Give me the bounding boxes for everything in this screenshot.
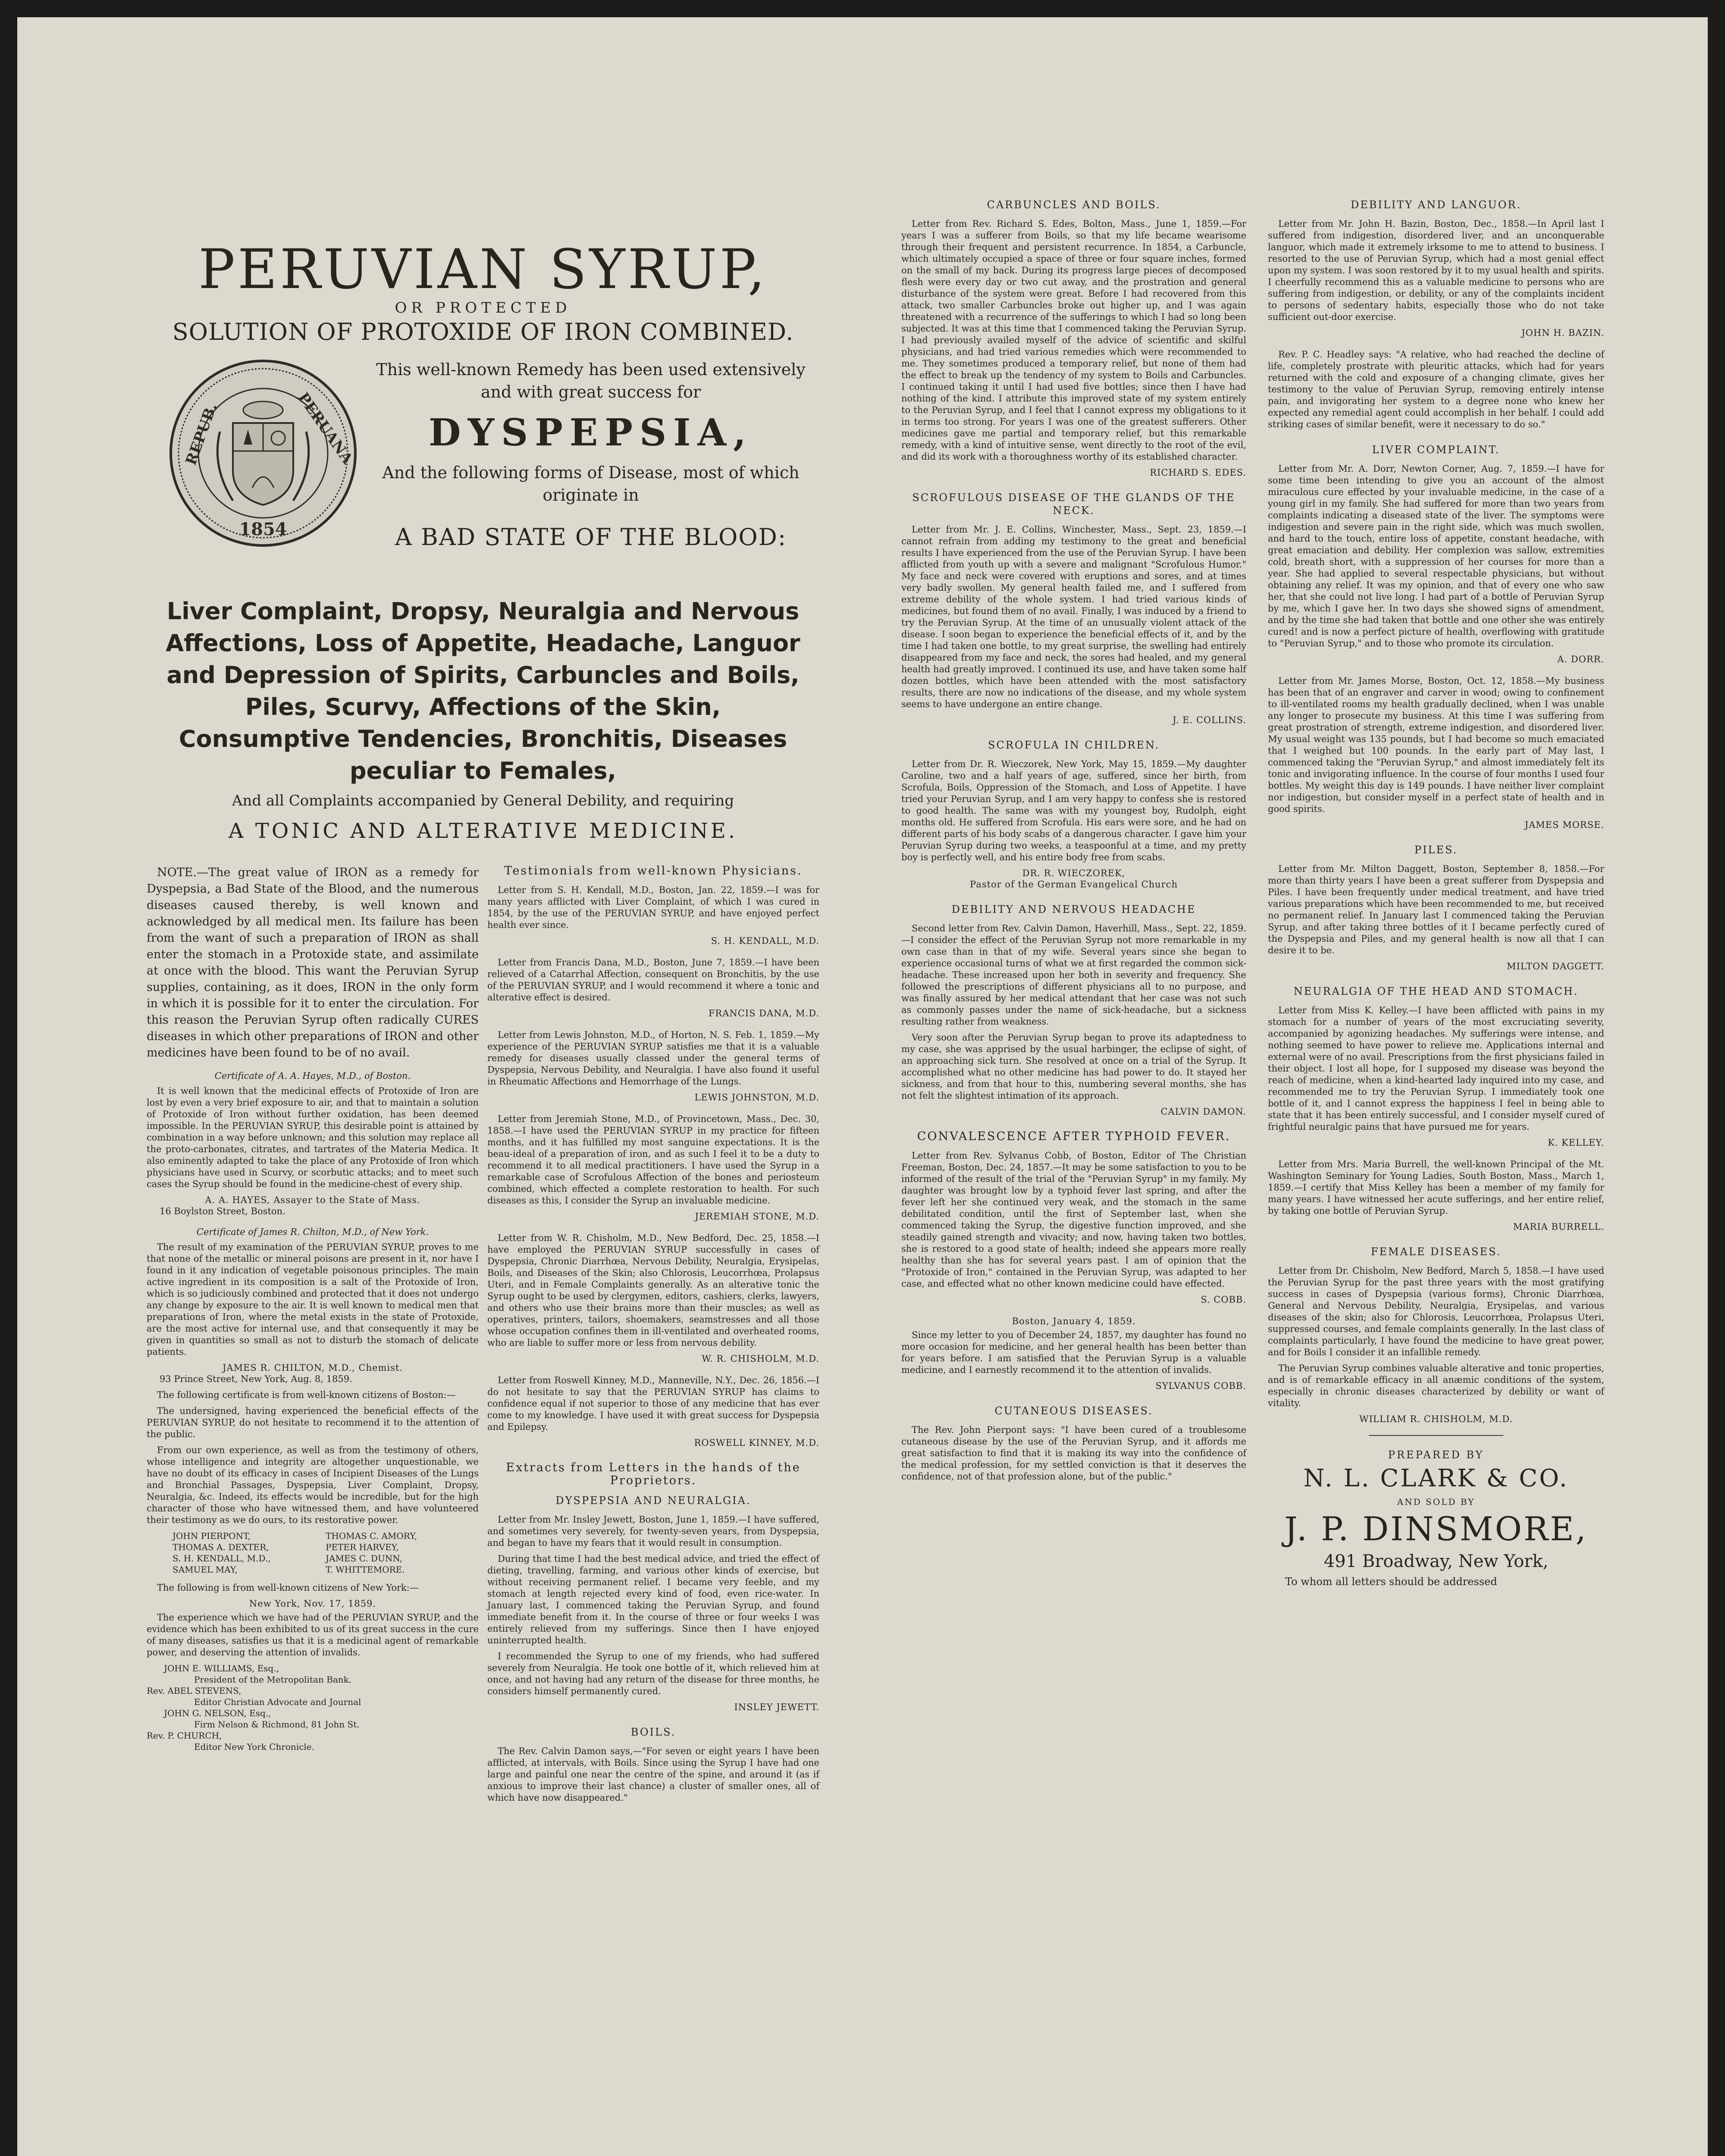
female-diseases-heading: FEMALE DISEASES. xyxy=(1371,1246,1502,1258)
daggett-signature: MILTON DAGGETT. xyxy=(1506,961,1604,971)
chisholm-female-signature: WILLIAM R. CHISHOLM, M.D. xyxy=(1359,1414,1513,1424)
stone-letter: Letter from Jeremiah Stone, M.D., of Provincetown, Mass., Dec. 30, 1858.—I have used the PERUVIAN SYRUP in my practice for fifteen months, and it has fulfilled my most sanguine expectations. It is the beau-ideal of a preparation of iron, and as such I feel it to be a duty to recommend it to all medical practitioners. I have used the Syrup in a remarkable case of Scrofulous Affection of the bones and periosteum combined, which effected a complete restoration to health. For such diseases as this, I consider the Syrup an invaluable medicine. xyxy=(487,1114,819,1206)
signatory: T. WHITTEMORE. xyxy=(326,1564,405,1575)
cobb-letter: Letter from Rev. Sylvanus Cobb, of Boston, Editor of The Christian Freeman, Boston, Dec. 24, 1857.—It may be some satisfaction to you to be informed of the result of the trial of the "Peruvian Syrup" in my family. My daughter was brought low by a typhoid fever last spring, and after the fever left her she continued very weak, and the stomach in the same debilitated condition, until the first of September last, when she commenced taking the Syrup, the digestive function improved, and she steadily gained strength and vivacity; and now, having taken two bottles, she is restored to a good state of health; indeed she appears more really healthy than she has for several years past. I am of opinion that the "Protoxide of Iron," contained in the Peruvian Syrup, was adapted to her case, and effected what no other known medicine could have effected. xyxy=(901,1150,1246,1289)
title-block-text xyxy=(362,358,819,551)
column-1 xyxy=(147,865,479,1752)
dorr-signature: A. DORR. xyxy=(1557,654,1604,664)
extracts-heading: Extracts from Letters in the hands of the Proprietors. xyxy=(506,1461,801,1487)
debility-headache-heading: DEBILITY AND NERVOUS HEADACHE xyxy=(951,903,1196,915)
subtitle-solution: SOLUTION OF PROTOXIDE OF IRON COMBINED. xyxy=(172,318,794,345)
wieczorek-letter: Letter from Dr. R. Wieczorek, New York, May 15, 1859.—My daughter Caroline, two and a half years of age, suffered, since her birth, from Scrofula, Boils, Oppression of the Stomach, and Loss of Appetite. I have tried your Peruvian Syrup, and I am very happy to confess she is restored to good health. The same was with my youngest boy, Rudolph, eight months old. He suffered from Scrofula. His ears were sore, and he had on different parts of his body scabs of a dangerous character. I gave him your Peruvian Syrup during two weeks, a teaspoonful at a time, and my pretty boy is perfectly well, and his entire body free from scabs. xyxy=(901,759,1246,862)
clark-company: N. L. CLARK & CO. xyxy=(1303,1464,1569,1492)
boils-heading: BOILS. xyxy=(630,1726,676,1738)
new-york-date: New York, Nov. 17, 1859. xyxy=(249,1598,376,1609)
signatory-title: Firm Nelson & Richmond, 81 John St. xyxy=(194,1719,360,1730)
boston-intro: The following certificate is from well-known citizens of Boston:— xyxy=(157,1390,456,1400)
testimonials-heading: Testimonials from well-known Physicians. xyxy=(504,864,803,877)
remedy-intro: This well-known Remedy has been used extensively and with great success for xyxy=(376,360,806,401)
broadside-page xyxy=(147,198,1604,2156)
neuralgia-heading: NEURALGIA OF THE HEAD AND STOMACH. xyxy=(1293,985,1579,997)
damon-letter-1: Second letter from Rev. Calvin Damon, Haverhill, Mass., Sept. 22, 1859.—I consider the effect of the Peruvian Syrup not more remarkable in my own case than in that of my wife. Several years since she began to experience occasional turns of what we at first regarded the common sick-headache. These increased upon her both in severity and frequency. She followed the prescriptions of different physicians all to no purpose, and was finally assured by her medical attendant that her case was not such as commonly passes under the name of sick-headache, but a sickness resulting rather from weakness. xyxy=(901,923,1246,1027)
chilton-certificate-title: Certificate of James R. Chilton, M.D., of New York. xyxy=(196,1227,429,1237)
stone-signature: JEREMIAH STONE, M.D. xyxy=(695,1211,819,1222)
collins-signature: J. E. COLLINS. xyxy=(1173,715,1246,725)
signatory: Rev. ABEL STEVENS, xyxy=(147,1686,242,1696)
general-debility-line: And all Complaints accompanied by General Debility, and requiring xyxy=(232,792,734,809)
piles-heading: PILES. xyxy=(1414,844,1458,856)
dana-signature: FRANCIS DANA, M.D. xyxy=(708,1008,819,1018)
carbuncles-heading: CARBUNCLES AND BOILS. xyxy=(987,199,1161,211)
signatory: JOHN G. NELSON, Esq., xyxy=(164,1708,271,1718)
cobb-signature-2: SYLVANUS COBB. xyxy=(1155,1381,1246,1391)
coin-legend-left: REPUB. xyxy=(182,401,221,468)
subtitle-protected: OR PROTECTED xyxy=(395,299,571,317)
new-york-intro: The following is from well-known citizens of New York:— xyxy=(157,1583,419,1593)
burrell-letter: Letter from Mrs. Maria Burrell, the well-known Principal of the Mt. Washington Seminary for Young Ladies, South Boston, Mass., March 1, 1859.—I certify that Miss Kelley has been a member of my family for many years. I have witnessed her acute sufferings, and her entire relief, by taking one bottle of Peruvian Syrup. xyxy=(1268,1159,1604,1216)
sold-by: AND SOLD BY xyxy=(1397,1497,1475,1507)
signatory: JOHN E. WILLIAMS, Esq., xyxy=(164,1663,279,1673)
scrofulous-heading: SCROFULOUS DISEASE OF THE GLANDS OF THE NECK. xyxy=(912,492,1236,517)
signatory: PETER HARVEY, xyxy=(326,1542,399,1552)
letters-addressed: To whom all letters should be addressed xyxy=(1285,1576,1497,1588)
cobb-date: Boston, January 4, 1859. xyxy=(1012,1316,1136,1326)
johnston-signature: LEWIS JOHNSTON, M.D. xyxy=(694,1092,819,1103)
chilton-certificate-body: The result of my examination of the PERUVIAN SYRUP, proves to me that none of the metallic or mineral poisons are present in it, nor have I found in it any indication of vegetable poisonous principles. The main active ingredient in its composition is a salt of the Protoxide of Iron, which is so judiciously combined and protected that it does not undergo any change by exposure to the air. It is well known to medical men that preparations of Iron, where the metal exists in the state of Protoxide, are the most active for internal use, and that consequently it may be given in quantities so small as not to disturb the stomach of delicate patients. xyxy=(147,1242,479,1357)
hayes-certificate-title: Certificate of A. A. Hayes, M.D., of Boston. xyxy=(214,1071,411,1081)
dinsmore-address: 491 Broadway, New York, xyxy=(1324,1551,1549,1571)
chisholm-signature: W. R. CHISHOLM, M.D. xyxy=(702,1354,819,1364)
note-paragraph: NOTE.—The great value of IRON as a remedy for Dyspepsia, a Bad State of the Blood, and the numerous diseases caused thereby, is well known and acknowledged by all medical men. Its failure has been from the want of such a preparation of IRON as shall enter the stomach in a Protoxide state, and assimilate at once with the blood. This want the Peruvian Syrup supplies, containing, as it does, IRON in the only form in which it is possible for it to enter the circulation. For this reason the Peruvian Syrup often radically CURES diseases in which other preparations of IRON and other medicines have been found to be of no avail. xyxy=(147,866,479,1059)
tonic-heading: A TONIC AND ALTERATIVE MEDICINE. xyxy=(228,819,738,843)
kelley-letter: Letter from Miss K. Kelley.—I have been afflicted with pains in my stomach for a number of years of the most excruciating severity, accompanied by agonizing headaches. My sufferings were intense, and nothing seemed to have power to relieve me. Applications internal and external were of no avail. Prescriptions from the first physicians failed in their object. I lost all hope, for I supposed my disease was beyond the reach of medicine, when a kind-hearted lady inquired into my case, and recommended me to try the Peruvian Syrup. I immediately took one bottle of it, and I cannot express the happiness I feel in being able to state that it has been entirely successful, and I consider myself cured of frightful neuralgic pains that have pursued me for years. xyxy=(1268,1005,1604,1132)
left-section xyxy=(147,198,819,1803)
cobb-letter-2: Since my letter to you of December 24, 1857, my daughter has found no more occasion for medicine, and her general health has been better than for years before. I am satisfied that the Peruvian Syrup is a valuable medicine, and I earnestly recommend it to the attention of invalids. xyxy=(901,1330,1246,1375)
document-title: PERUVIAN SYRUP, xyxy=(198,238,768,301)
boils-body: The Rev. Calvin Damon says,—"For seven or eight years I have been afflicted, at intervals, with Boils. Since using the Syrup I have had one large and painful one near the centre of the spine, and around it (as if anxious to improve their last chance) a cluster of smaller ones, all of which have now disappeared." xyxy=(487,1746,819,1803)
coin-year: 1854 xyxy=(239,519,287,539)
kinney-signature: ROSWELL KINNEY, M.D. xyxy=(694,1438,819,1448)
signatory-title: Editor Christian Advocate and Journal xyxy=(194,1697,361,1707)
bad-blood-heading: A BAD STATE OF THE BLOOD: xyxy=(395,523,787,551)
prepared-by: PREPARED BY xyxy=(1388,1449,1484,1461)
chisholm-letter: Letter from W. R. Chisholm, M.D., New Bedford, Dec. 25, 1858.—I have employed the PERUVIAN SYRUP successfully in cases of Dyspepsia, Chronic Diarrhœa, Nervous Debility, Neuralgia, Erysipelas, Boils, and Diseases of the Skin; also Chlorosis, Leucorrhœa, Prolapsus Uteri, and in Female Complaints generally. As an alterative tonic the Syrup ought to be used by clergymen, editors, cashiers, clerks, lawyers, and others who use their brains more than their muscles; as well as operatives, printers, tailors, shoemakers, seamstresses and all those whose occupation confines them in ill-ventilated and overheated rooms, who are liable to suffer more or less from nervous debility. xyxy=(487,1233,819,1348)
disease-list: Liver Complaint, Dropsy, Neuralgia and Nervous Affections, Loss of Appetite, Headache, Languor and Depression of Spirits, Carbuncles and Boils, Piles, Scurvy, Affections of the Skin, Consumptive Tendencies, Bronchitis, Diseases peculiar to Females, xyxy=(166,598,800,784)
boston-body-1: The undersigned, having experienced the beneficial effects of the PERUVIAN SYRUP, do not hesitate to recommend it to the attention of the public. xyxy=(147,1406,479,1439)
dinsmore-name: J. P. DINSMORE, xyxy=(1284,1510,1588,1548)
headley-quote: Rev. P. C. Headley says: "A relative, who had reached the decline of life, completely prostrate with pleuritic attacks, which had for years returned with the cold and exposure of a changing climate, gives her testimony to the value of Peruvian Syrup, removing entirely intense pain, and invigorating her system to a degree none who knew her expected any remedial agent could accomplish in her behalf. I could add striking cases of similar benefit, were it necessary to do so." xyxy=(1268,349,1604,429)
boston-body-2: From our own experience, as well as from the testimony of others, whose intelligence and integrity are altogether unquestionable, we have no doubt of its efficacy in cases of Incipient Diseases of the Lungs and Bronchial Passages, Dyspepsia, Liver Complaint, Dropsy, Neuralgia, &c. Indeed, its effects would be incredible, but for the high character of those who have witnessed them, and have volunteered their testimony as we do ours, to its restorative power. xyxy=(147,1445,479,1525)
wieczorek-signature: DR. R. WIECZOREK, xyxy=(1022,868,1126,878)
languor-heading: DEBILITY AND LANGUOR. xyxy=(1350,199,1522,211)
chilton-address: 93 Prince Street, New York, Aug. 8, 1859. xyxy=(160,1374,352,1384)
coin-legend-right: PERUANA xyxy=(294,389,356,467)
jewett-letter-3: I recommended the Syrup to one of my friends, who had suffered severely from Neuralgia. He took one bottle of it, which relieved him at once, and not having had any return of the disease for three months, he considers himself permanently cured. xyxy=(487,1651,819,1696)
pierpont-quote: The Rev. John Pierpont says: "I have been cured of a troublesome cutaneous disease by the use of the Peruvian Syrup, and it affords me great satisfaction to find that it is making its way into the confidence of the medical profession, for my settled conviction is that it deserves the confidence, not of that profession alone, but of the public." xyxy=(901,1425,1246,1482)
chilton-signature: JAMES R. CHILTON, M.D., Chemist. xyxy=(223,1363,403,1373)
forms-of-disease: And the following forms of Disease, most of which originate in xyxy=(382,463,800,505)
document-sheet xyxy=(17,17,1708,2156)
kelley-signature: K. KELLEY. xyxy=(1547,1138,1604,1148)
scrofula-children-heading: SCROFULA IN CHILDREN. xyxy=(988,739,1160,751)
edes-signature: RICHARD S. EDES. xyxy=(1150,467,1246,478)
kendall-letter: Letter from S. H. Kendall, M.D., Boston, Jan. 22, 1859.—I was for many years afflicted with Liver Complaint, of which I was cured in 1854, by the use of the PERUVIAN SYRUP, and have enjoyed perfect health ever since. xyxy=(487,885,819,930)
peruvian-coin-seal-icon xyxy=(168,358,358,548)
liver-complaint-heading: LIVER COMPLAINT. xyxy=(1372,444,1500,456)
burrell-signature: MARIA BURRELL. xyxy=(1513,1222,1604,1232)
bazin-signature: JOHN H. BAZIN. xyxy=(1521,328,1604,338)
signatory-title: Editor New York Chronicle. xyxy=(194,1742,315,1752)
new-york-body: The experience which we have had of the PERUVIAN SYRUP, and the evidence which has been exhibited to us of its great success in the cure of many diseases, satisfies us that it is a medicinal agent of remarkable power, and deserving the attention of invalids. xyxy=(147,1612,479,1658)
dorr-letter: Letter from Mr. A. Dorr, Newton Corner, Aug. 7, 1859.—I have for some time been intending to give you an account of the almost miraculous cure effected by your invaluable medicine, in the case of a young girl in my family. She had suffered for more than two years from complaints indicating a diseased state of the liver. The symptoms were indigestion and severe pain in the right side, which was much swollen, and hard to the touch, entire loss of appetite, constant headache, with great emaciation and debility. Her complexion was sallow, extremities cold, breath short, with a suppression of her courses for more than a year. She had applied to several respectable physicians, but without obtaining any relief. It was my opinion, and that of every one who saw her, that she could not live long. I had part of a bottle of Peruvian Syrup by me, which I gave her. In two days she showed signs of amendment, and by the time she had taken that bottle and one other she was entirely cured! and is now a perfect picture of health, overflowing with gratitude to "Peruvian Syrup," and to those who promote its circulation. xyxy=(1268,464,1604,649)
dyspepsia-heading: DYSPEPSIA, xyxy=(429,411,753,454)
dana-letter: Letter from Francis Dana, M.D., Boston, June 7, 1859.—I have been relieved of a Catarrhal Affection, consequent on Bronchitis, by the use of the PERUVIAN SYRUP, and I would recommend it where a tonic and alterative effect is desired. xyxy=(487,957,819,1003)
hayes-certificate-body: It is well known that the medicinal effects of Protoxide of Iron are lost by even a very brief exposure to air, and that to maintain a solution of Protoxide of Iron without further oxidation, has been deemed impossible. In the PERUVIAN SYRUP, this desirable point is attained by combination in a way before unknown; and this solution may replace all the proto-carbonates, citrates, and tartrates of the Materia Medica. It also eminently adapted to take the place of any Protoxide of Iron which physicians have used in Scurvy, or scorbutic attacks; and to meet such cases the Syrup should be found in the medicine-chest of every ship. xyxy=(147,1086,479,1189)
signatory: JAMES C. DUNN, xyxy=(326,1553,402,1564)
signatory-title: President of the Metropolitan Bank. xyxy=(194,1674,352,1685)
signatory: THOMAS A. DEXTER, xyxy=(172,1542,269,1552)
title-block xyxy=(147,354,819,664)
jewett-letter-2: During that time I had the best medical advice, and tried the effect of dieting, travelling, farming, and various other kinds of exercise, but without receiving permanent relief. I became very feeble, and my stomach at length rejected every kind of food, even rice-water. In January last, I commenced taking the Peruvian Syrup, and found immediate benefit from it. In the course of three or four weeks I was entirely relieved from my sufferings. Since then I have enjoyed uninterrupted health. xyxy=(487,1554,819,1645)
cobb-signature: S. COBB. xyxy=(1201,1294,1246,1305)
kinney-letter: Letter from Roswell Kinney, M.D., Manneville, N.Y., Dec. 26, 1856.—I do not hesitate to say that the PERUVIAN SYRUP has claims to confidence equal if not superior to those of any medicine that has ever come to my knowledge. I have used it with great success for Dyspepsia and Epilepsy. xyxy=(487,1375,819,1432)
damon-letter-2: Very soon after the Peruvian Syrup began to prove its adaptedness to my case, she was apprised by the usual harbinger, the eclipse of sight, of an approaching sick turn. She resolved at once on a trial of the Syrup. It accomplished what no other medicine has had power to do. It stayed her sickness, and from that hour to this, numbering several months, she has not felt the slightest intimation of its approach. xyxy=(901,1032,1246,1101)
column-3 xyxy=(901,198,1246,1487)
column-4 xyxy=(1268,198,1604,1588)
morse-signature: JAMES MORSE. xyxy=(1524,820,1604,830)
johnston-letter: Letter from Lewis Johnston, M.D., of Horton, N. S. Feb. 1, 1859.—My experience of the PERUVIAN SYRUP satisfies me that it is a valuable remedy for diseases usually classed under the general terms of Dyspepsia, Nervous Debility, and Neuralgia. I have also found it useful in Rheumatic Affections and Hemorrhage of the Lungs. xyxy=(487,1030,819,1087)
signatory: JOHN PIERPONT, xyxy=(172,1531,251,1541)
new-york-signatories xyxy=(147,1663,479,1752)
jewett-letter-1: Letter from Mr. Insley Jewett, Boston, June 1, 1859.—I have suffered, and sometimes very severely, for twenty-seven years, from Dyspepsia, and began to have my fears that it would result in consumption. xyxy=(487,1514,819,1548)
hayes-address: 16 Boylston Street, Boston. xyxy=(160,1206,285,1216)
divider xyxy=(1369,1435,1503,1436)
boston-signatories xyxy=(172,1530,479,1575)
edes-letter: Letter from Rev. Richard S. Edes, Bolton, Mass., June 1, 1859.—For years I was a sufferer from Boils, so that my life became wearisome through their frequent and persistent recurrence. In 1854, a Carbuncle, which ultimately occupied a space of three or four square inches, formed on the small of my back. During its progress large pieces of decomposed flesh were every day or two cut away, and the prostration and general disturbance of the system were great. Before I had recovered from this attack, two smaller Carbuncles broke out higher up, and I was again threatened with a recurrence of the sufferings to which I had so long been subjected. It was at this time that I commenced taking the Peruvian Syrup. I had previously availed myself of the advice of scientific and skilful physicians, and had tried various remedies which were recommended to me. They sometimes produced a temporary relief, but none of them had the effect to break up the tendency of my system to Boils and Carbuncles. I continued taking it until I had used five bottles; since then I have had nothing of the kind. I attribute this improved state of my system entirely to the Peruvian Syrup, and I feel that I cannot express my obligations to it in terms too strong. For years I was one of the greatest sufferers. Other medicines gave me partial and temporary relief, but this remarkable remedy, with a kind of intuitive sense, went directly to the root of the evil, and did its work with a thoroughness worthy of its established character. xyxy=(901,219,1246,462)
cutaneous-heading: CUTANEOUS DISEASES. xyxy=(994,1405,1153,1417)
bazin-letter: Letter from Mr. John H. Bazin, Boston, Dec., 1858.—In April last I suffered from indigestion, disordered liver, and an unconquerable languor, which made it extremely irksome to me to attend to business. I resorted to the use of Peruvian Syrup, which had a most genial effect upon my system. I was soon restored by it to my usual health and spirits. I cheerfully recommend this as a valuable medicine to persons who are suffering from indigestion, or debility, or any of the complaints incident to persons of sedentary habits, especially those who do not take sufficient out-door exercise. xyxy=(1268,219,1604,322)
convalescence-heading: CONVALESCENCE AFTER TYPHOID FEVER. xyxy=(917,1130,1231,1143)
hayes-signature: A. A. HAYES, Assayer to the State of Mass. xyxy=(205,1195,420,1205)
signatory: SAMUEL MAY, xyxy=(172,1564,238,1575)
jewett-signature: INSLEY JEWETT. xyxy=(734,1702,819,1712)
signatory: S. H. KENDALL, M.D., xyxy=(172,1553,271,1564)
kendall-signature: S. H. KENDALL, M.D. xyxy=(711,936,819,946)
signatory: THOMAS C. AMORY, xyxy=(326,1531,417,1541)
wieczorek-title: Pastor of the German Evangelical Church xyxy=(970,879,1178,890)
signatory: Rev. P. CHURCH, xyxy=(147,1730,222,1741)
damon-signature: CALVIN DAMON. xyxy=(1160,1106,1246,1117)
chisholm-female-letter-1: Letter from Dr. Chisholm, New Bedford, March 5, 1858.—I have used the Peruvian Syrup for the past three years with the most gratifying success in cases of Dyspepsia (various forms), Chronic Diarrhœa, General and Nervous Debility, Neuralgia, Erysipelas, and various diseases of the skin; also for Chlorosis, Leucorrhœa, Prolapsus Uteri, suppressed courses, and female complaints generally. In the last class of complaints particularly, I have found the medicine to have great power, and for Boils I consider it an infallible remedy. xyxy=(1268,1266,1604,1357)
chisholm-female-letter-2: The Peruvian Syrup combines valuable alterative and tonic properties, and is of remarkable efficacy in all anæmic conditions of the system, especially in chronic diseases characterized by debility or want of vitality. xyxy=(1268,1363,1604,1408)
collins-letter: Letter from Mr. J. E. Collins, Winchester, Mass., Sept. 23, 1859.—I cannot refrain from adding my testimony to the great and beneficial results I have experienced from the use of the Peruvian Syrup. I have been afflicted from youth up with a severe and malignant "Scrofulous Humor." My face and neck were covered with eruptions and sores, and at times very badly swollen. My general health failed me, and I suffered from extreme debility of the whole system. I had tried various kinds of medicines, but found them of no avail. Finally, I was induced by a friend to try the Peruvian Syrup. At the time of an unusually violent attack of the disease. I soon began to experience the beneficial effects of it, and by the time I had taken one bottle, to my great surprise, the swelling had entirely disappeared from my face and neck, the sores had healed, and my general health had greatly improved. I continued its use, and have taken some half dozen bottles, which have been attended with the most satisfactory results, there are now no indications of the disease, and my whole system seems to have undergone an entire change. xyxy=(901,524,1246,709)
morse-letter: Letter from Mr. James Morse, Boston, Oct. 12, 1858.—My business has been that of an engraver and carver in wood; owing to confinement to ill-ventilated rooms my health gradually declined, when I was unable any longer to prosecute my business. At this time I was suffering from great prostration of strength, extreme indigestion, and disordered liver. My usual weight was 135 pounds, but I had become so much emaciated that I weighed but 100 pounds. In the early part of May last, I commenced taking the "Peruvian Syrup," and almost immediately felt its tonic and invigorating influence. In the course of four months I used four bottles. My weight this day is 149 pounds. I have neither liver complaint nor indigestion, but consider myself in a perfect state of health and in good spirits. xyxy=(1268,676,1604,814)
daggett-letter: Letter from Mr. Milton Daggett, Boston, September 8, 1858.—For more than thirty years I have been a great sufferer from Dyspepsia and Piles. I have been frequently under medical treatment, and have tried various preparations which have been recommended to me, but received no permanent relief. In January last I commenced taking the Peruvian Syrup, and after taking three bottles of it I became perfectly cured of the Dyspepsia and Piles, and my general health is now all that I can desire it to be. xyxy=(1268,864,1604,956)
dyspepsia-neuralgia-heading: DYSPEPSIA AND NEURALGIA. xyxy=(555,1495,751,1507)
column-2 xyxy=(487,865,819,1808)
